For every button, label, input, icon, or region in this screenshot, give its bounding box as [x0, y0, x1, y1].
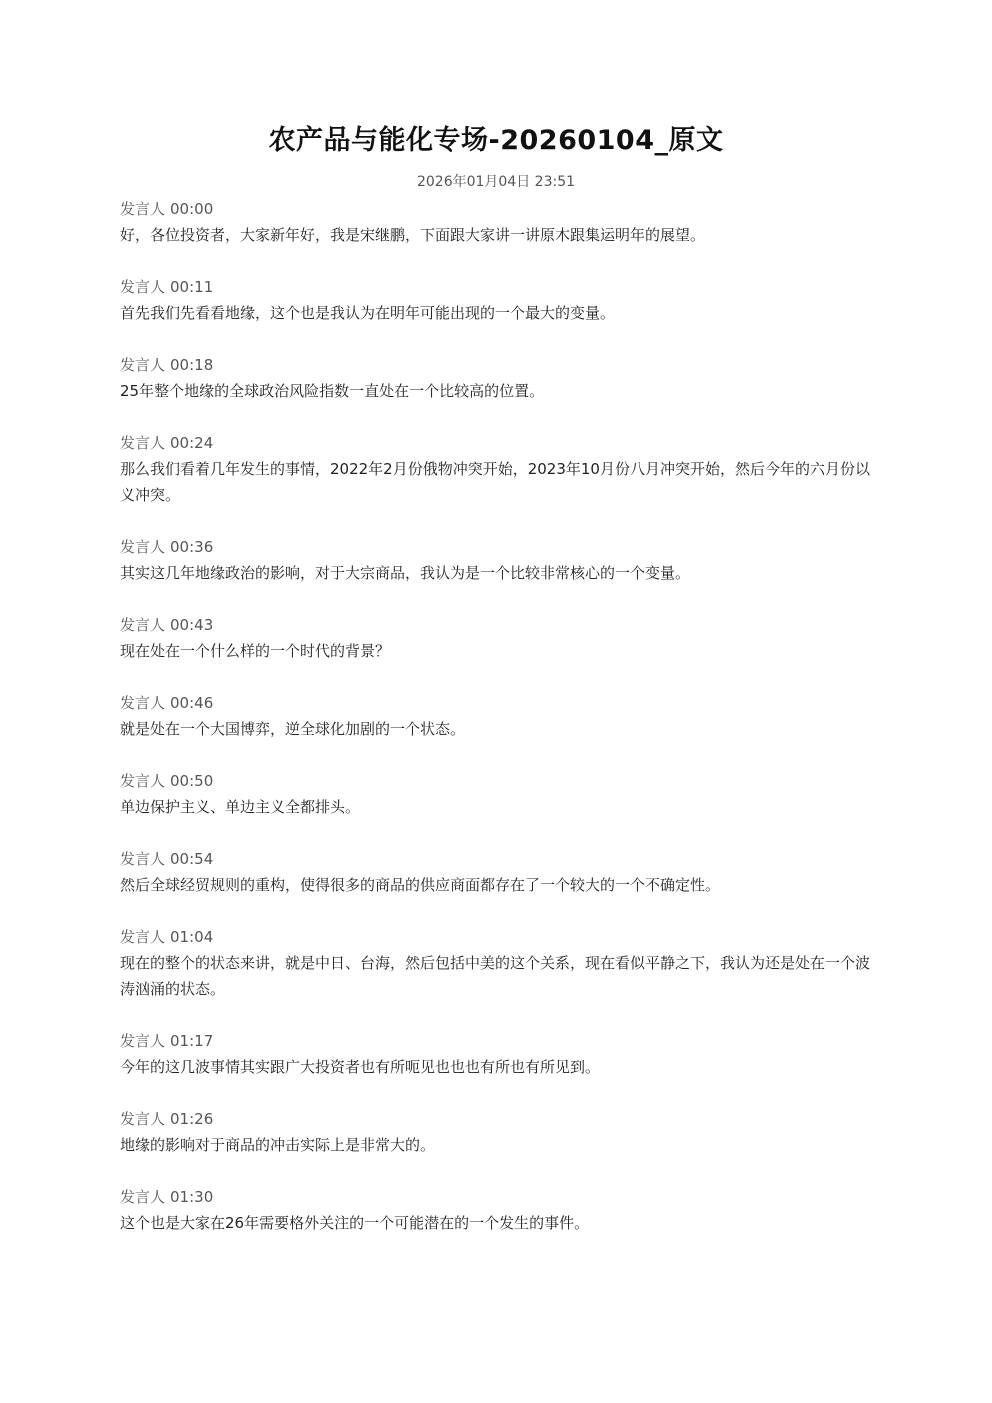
timestamp: 00:36 — [170, 538, 214, 556]
speaker-line — [120, 430, 872, 456]
utterance-text: 然后全球经贸规则的重构，使得很多的商品的供应商面都存在了一个较大的一个不确定性。 — [120, 876, 721, 894]
transcript-entry — [120, 924, 872, 1002]
transcript-entry — [120, 1106, 872, 1158]
transcript-entry — [120, 534, 872, 586]
utterance-text: 现在的整个的状态来讲，就是中日、台海，然后包括中美的这个关系，现在看似平静之下，我认为还是处在一个波涛汹涌的状态。 — [120, 954, 871, 998]
speaker-line — [120, 1184, 872, 1210]
timestamp: 00:43 — [170, 616, 214, 634]
speaker-line — [120, 768, 872, 794]
transcript-entry — [120, 352, 872, 404]
speaker-line — [120, 924, 872, 950]
speaker-line — [120, 1028, 872, 1054]
speaker-name: 发言人 — [120, 850, 166, 868]
utterance-text: 首先我们先看看地缘，这个也是我认为在明年可能出现的一个最大的变量。 — [120, 304, 616, 322]
timestamp: 00:46 — [170, 694, 214, 712]
transcript-entry — [120, 274, 872, 326]
timestamp: 01:17 — [170, 1032, 214, 1050]
transcript-entry — [120, 1184, 872, 1236]
transcript-entry — [120, 196, 872, 248]
utterance-text: 好，各位投资者，大家新年好，我是宋继鹏，下面跟大家讲一讲原木跟集运明年的展望。 — [120, 226, 706, 244]
speaker-name: 发言人 — [120, 1188, 166, 1206]
speaker-name: 发言人 — [120, 1110, 166, 1128]
document-datetime: 2026年01月04日 23:51 — [416, 174, 576, 190]
speaker-name: 发言人 — [120, 200, 166, 218]
speaker-line — [120, 196, 872, 222]
utterance-text: 今年的这几波事情其实跟广大投资者也有所呃见也也也有所也有所见到。 — [120, 1058, 601, 1076]
transcript — [120, 196, 872, 1236]
transcript-entry — [120, 612, 872, 664]
speaker-name: 发言人 — [120, 356, 166, 374]
speaker-line — [120, 274, 872, 300]
timestamp: 00:24 — [170, 434, 214, 452]
timestamp: 00:00 — [170, 200, 214, 218]
document-title: 农产品与能化专场-20260104_原文 — [268, 125, 724, 156]
speaker-name: 发言人 — [120, 928, 166, 946]
transcript-entry — [120, 1028, 872, 1080]
utterance-text: 就是处在一个大国博弈，逆全球化加剧的一个状态。 — [120, 720, 466, 738]
timestamp: 00:50 — [170, 772, 214, 790]
speaker-line — [120, 352, 872, 378]
utterance-text: 现在处在一个什么样的一个时代的背景？ — [120, 642, 391, 660]
utterance-text: 这个也是大家在26年需要格外关注的一个可能潜在的一个发生的事件。 — [120, 1214, 590, 1232]
timestamp: 01:30 — [170, 1188, 214, 1206]
speaker-name: 发言人 — [120, 434, 166, 452]
transcript-entry — [120, 768, 872, 820]
transcript-entry — [120, 430, 872, 508]
timestamp: 01:26 — [170, 1110, 214, 1128]
transcript-entry — [120, 690, 872, 742]
speaker-name: 发言人 — [120, 278, 166, 296]
speaker-name: 发言人 — [120, 1032, 166, 1050]
utterance-text: 其实这几年地缘政治的影响，对于大宗商品，我认为是一个比较非常核心的一个变量。 — [120, 564, 691, 582]
timestamp: 00:54 — [170, 850, 214, 868]
utterance-text: 25年整个地缘的全球政治风险指数一直处在一个比较高的位置。 — [120, 382, 545, 400]
utterance-text: 地缘的影响对于商品的冲击实际上是非常大的。 — [120, 1136, 436, 1154]
speaker-name: 发言人 — [120, 538, 166, 556]
utterance-text: 那么我们看着几年发生的事情，2022年2月份俄物冲突开始，2023年10月份八月冲突开始，然后今年的六月份以义冲突。 — [120, 460, 870, 504]
speaker-line — [120, 534, 872, 560]
timestamp: 00:11 — [170, 278, 214, 296]
timestamp: 01:04 — [170, 928, 214, 946]
utterance-text: 单边保护主义、单边主义全都排头。 — [120, 798, 361, 816]
speaker-line — [120, 690, 872, 716]
speaker-name: 发言人 — [120, 772, 166, 790]
transcript-entry — [120, 846, 872, 898]
speaker-name: 发言人 — [120, 616, 166, 634]
timestamp: 00:18 — [170, 356, 214, 374]
speaker-line — [120, 846, 872, 872]
speaker-name: 发言人 — [120, 694, 166, 712]
speaker-line — [120, 1106, 872, 1132]
speaker-line — [120, 612, 872, 638]
